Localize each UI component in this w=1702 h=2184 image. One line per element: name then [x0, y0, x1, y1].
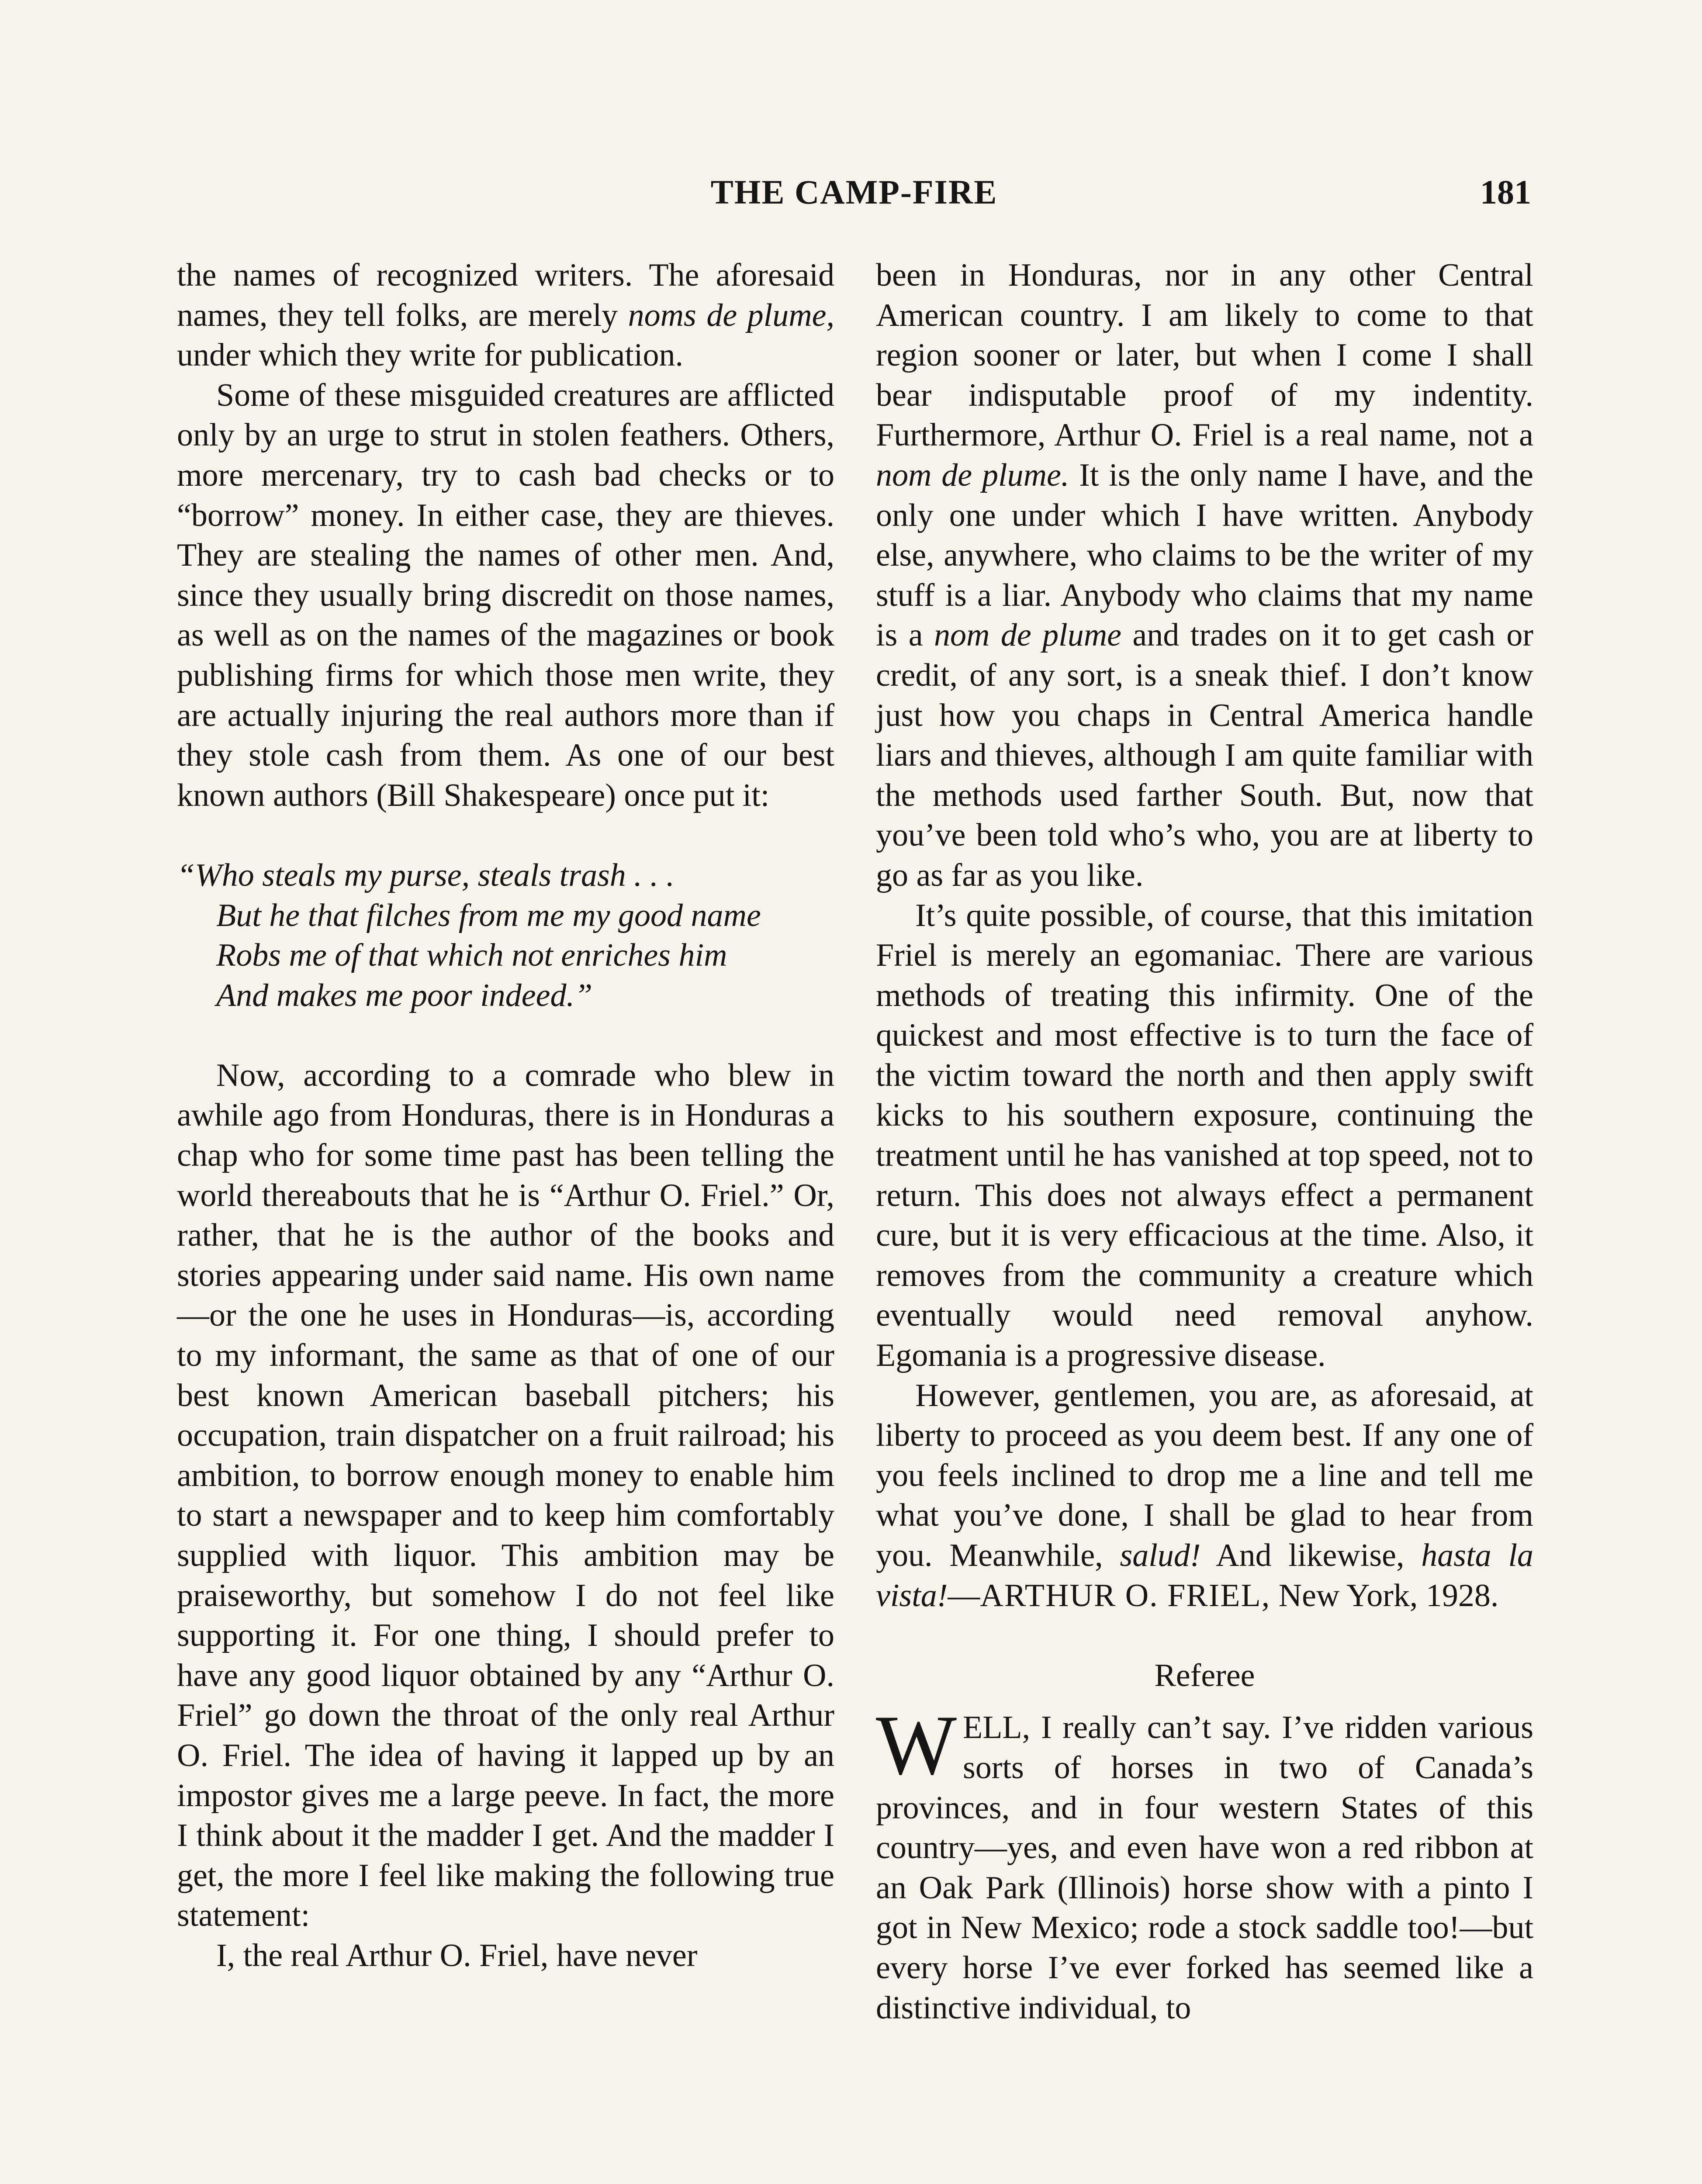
verse-line: Robs me of that which not enriches him	[216, 937, 727, 974]
verse-line: And makes me poor indeed.”	[216, 977, 593, 1013]
text-span: the names of recognized writers. The aforesaid names, they tell folks, are merely	[177, 257, 834, 333]
drop-cap: W	[876, 1698, 957, 1793]
right-paragraph-2: It’s quite possible, of course, that this imitation Friel is merely an egomaniac. There are various methods of treating this infirmity. One of the quickest and most effective is to turn the face of the victim toward the north and then apply swift kicks to his southern exposure, continuing the treatment until he has vanished at top speed, not to return. This does not always effect a permanent cure, but it is very efficacious at the time. Also, it removes from the community a creature which eventually would need removal anyhow. Egomania is a progressive disease.	[876, 897, 1533, 1374]
text-span: And likewise,	[1200, 1538, 1422, 1573]
right-paragraph-4	[876, 1698, 1533, 2028]
text-span: ELL, I really can’t say. I’ve ridden various sorts of horses in two of Canada’s provinces, and in four western States of this country—yes, and even have won a red ribbon at an Oak Park (Illinois) horse show with a pinto I got in New Mexico; rode a stock saddle too!—but every horse I’ve ever forked has seemed like a distinctive individual, to	[876, 1710, 1533, 2026]
text-span: been in Honduras, nor in any other Central American country. I am likely to come to that region sooner or later, but when I come I shall bear indisputable proof of my indentity. Furthermore, Arthur O. Friel is a real name, not a	[876, 257, 1533, 453]
italic-span: nom de plume.	[876, 457, 1069, 493]
right-column	[876, 256, 1533, 2028]
italic-span: nom de plume	[934, 617, 1121, 653]
text-span: New York, 1928.	[1270, 1577, 1499, 1614]
author-signature: ARTHUR O. FRIEL,	[980, 1577, 1271, 1614]
verse-line: “Who steals my purse, steals trash . . .	[177, 857, 675, 893]
left-paragraph-2: Some of these misguided creatures are afflicted only by an urge to strut in stolen feathers. Others, more mercenary, try to cash bad checks or to “borrow” money. In either case, they are thieves. They are stealing the names of other men. And, since they usually bring discredit on those names, as well as on the names of the magazines or book publishing firms for which those men write, they are actually injuring the real authors more than if they stole cash from them. As one of our best known authors (Bill Shakespeare) once put it:	[177, 377, 834, 813]
running-head: THE CAMP-FIRE	[710, 173, 998, 211]
right-paragraph-3	[876, 1376, 1533, 1616]
text-span: under which they write for publication.	[177, 337, 683, 373]
italic-span: salud!	[1120, 1538, 1201, 1573]
section-title: Referee	[1154, 1657, 1255, 1693]
italic-span: noms de plume,	[628, 297, 834, 333]
left-paragraph-1	[177, 256, 834, 376]
left-paragraph-4: I, the real Arthur O. Friel, have never	[216, 1937, 698, 1973]
left-column	[177, 256, 834, 1976]
text-span: However, gentlemen, you are, as aforesaid, at liberty to proceed as you deem best. If any one of you feels inclined to drop me a line and tell me what you’ve done, I shall be glad to hear from you. Meanwhile,	[876, 1377, 1533, 1573]
right-paragraph-1	[876, 256, 1533, 896]
left-paragraph-3: Now, according to a comrade who blew in awhile ago from Honduras, there is in Honduras a chap who for some time past has been telling the world thereabouts that he is “Arthur O. Friel.” Or, rather, that he is the author of the books and stories appearing under said name. His own name—or the one he uses in Honduras—is, according to my informant, the same as that of one of our best known American baseball pitchers; his occupation, train dispatcher on a fruit railroad; his ambition, to borrow enough money to enable him to start a newspaper and to keep him comfortably supplied with liquor. This ambition may be praiseworthy, but somehow I do not feel like supporting it. For one thing, I should prefer to have any good liquor obtained by any “Arthur O. Friel” go down the throat of the only real Arthur O. Friel. The idea of having it lapped up by an impostor gives me a large peeve. In fact, the more I think about it the madder I get. And the madder I get, the more I feel like making the following true statement:	[177, 1057, 834, 1934]
page-number: 181	[1480, 173, 1531, 211]
text-span: It is the only name I have, and the only one under which I have written. Anybody else, anywhere, who claims to be the writer of my stuff is a liar. Anybody who claims that my name is a	[876, 457, 1533, 653]
verse-line: But he that filches from me my good name	[216, 897, 761, 933]
page-header	[177, 173, 1531, 216]
text-span: and trades on it to get cash or credit, of any sort, is a sneak thief. I don’t know just how you chaps in Central America handle liars and thieves, although I am quite familiar with the methods used farther South. But, now that you’ve been told who’s who, you are at liberty to go as far as you like.	[876, 617, 1534, 893]
italic-span: hasta la vista!	[876, 1538, 1533, 1614]
text-span: —	[948, 1577, 980, 1614]
quoted-verse	[177, 856, 834, 1016]
